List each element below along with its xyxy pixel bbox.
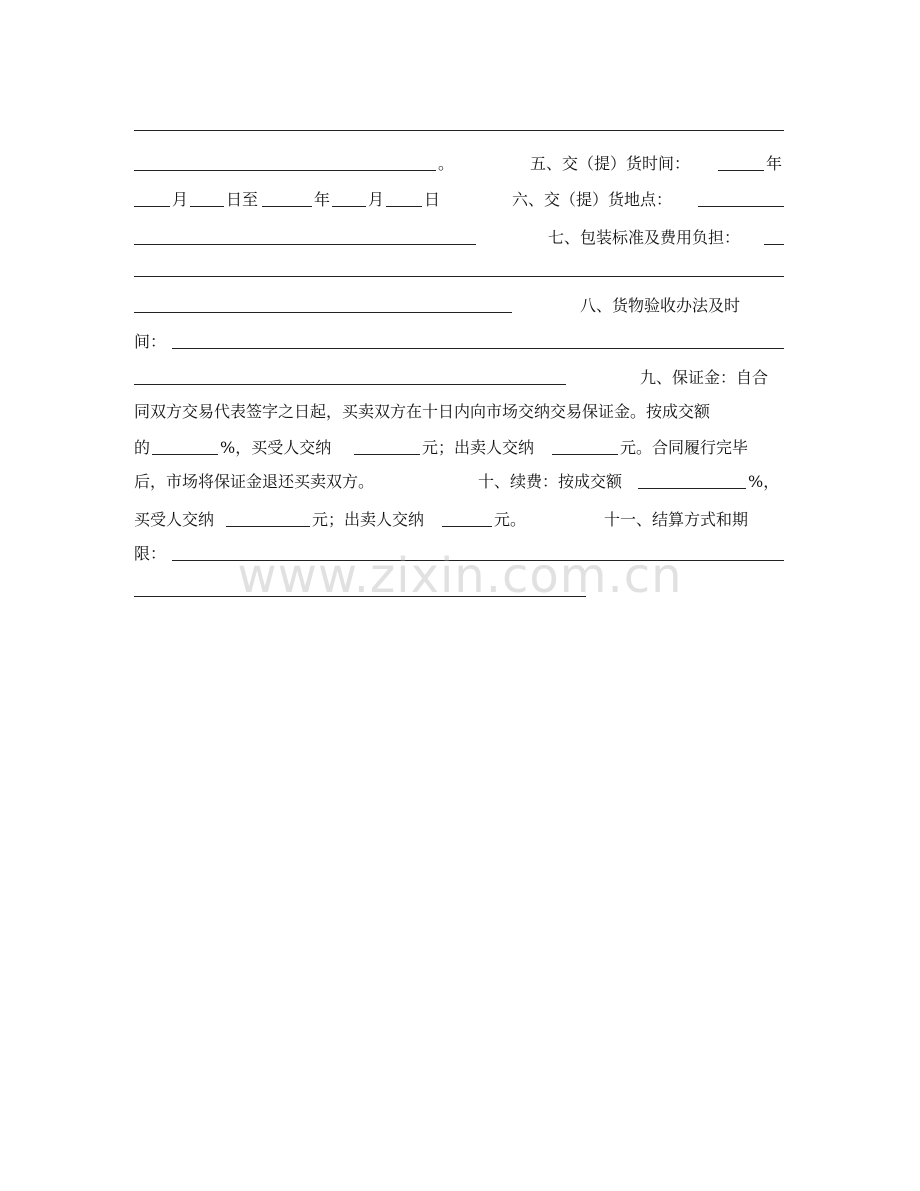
day-label: 日 (424, 190, 441, 209)
text-line (134, 364, 784, 392)
fill-blank (638, 468, 746, 489)
fill-blank (442, 506, 492, 527)
month-label: 月 (172, 190, 189, 209)
fill-blank (354, 434, 420, 455)
fill-blank (134, 256, 784, 277)
text-line (134, 186, 784, 214)
text-line (134, 398, 784, 426)
item9-label: 九、保证金：自合 (640, 368, 769, 387)
item10-yuan2: 元。 (494, 510, 527, 529)
fill-blank (552, 434, 618, 455)
to-label: 日至 (226, 190, 259, 209)
item10-label: 十、续费：按成交额 (478, 472, 623, 491)
fill-blank (764, 224, 784, 245)
blank-line (134, 256, 784, 284)
item9-pct: %，买受人交纳 (220, 438, 332, 457)
fill-blank (386, 186, 422, 207)
item9-text: 同双方交易代表签字之日起，买卖双方在十日内向市场交纳交易保证金。按成交额 (134, 402, 711, 421)
watermark: www.zixin.com.cn (237, 548, 683, 604)
fill-blank (134, 110, 784, 131)
fill-blank (718, 150, 764, 171)
fill-blank (152, 434, 218, 455)
fill-blank (134, 292, 512, 313)
item6-label: 六、交（提）货地点： (512, 190, 673, 209)
item11-cont: 限： (134, 544, 167, 563)
fill-blank (172, 328, 784, 349)
item8-cont: 间： (134, 332, 167, 351)
item5-label: 五、交（提）货时间： (530, 154, 691, 173)
fill-blank (698, 186, 784, 207)
fill-blank (134, 150, 436, 171)
item11-label: 十一、结算方式和期 (604, 510, 749, 529)
period: 。 (438, 154, 455, 173)
item10-pct: %， (748, 472, 780, 491)
text-line (134, 468, 784, 496)
fill-blank (332, 186, 366, 207)
item10-buyer: 买受人交纳 (134, 510, 215, 529)
text-line (134, 292, 784, 320)
item9-de: 的 (134, 438, 151, 457)
text-line (134, 434, 784, 462)
text-line (134, 224, 784, 252)
item9-yuan2: 元。合同履行完毕 (620, 438, 749, 457)
text-line (134, 328, 784, 356)
blank-line (134, 110, 784, 138)
item9-yuan1: 元；出卖人交纳 (422, 438, 535, 457)
item10-yuan1: 元；出卖人交纳 (312, 510, 425, 529)
item7-label: 七、包装标准及费用负担： (548, 228, 741, 247)
text-line (134, 506, 784, 534)
year-label: 年 (314, 190, 331, 209)
month-label: 月 (368, 190, 385, 209)
year-label: 年 (766, 154, 783, 173)
fill-blank (134, 224, 476, 245)
item9-text4: 后，市场将保证金退还买卖双方。 (134, 472, 375, 491)
fill-blank (226, 506, 310, 527)
fill-blank (190, 186, 224, 207)
fill-blank (134, 364, 566, 385)
item8-label: 八、货物验收办法及时 (580, 296, 741, 315)
fill-blank (134, 186, 170, 207)
text-line (134, 150, 784, 178)
fill-blank (262, 186, 312, 207)
